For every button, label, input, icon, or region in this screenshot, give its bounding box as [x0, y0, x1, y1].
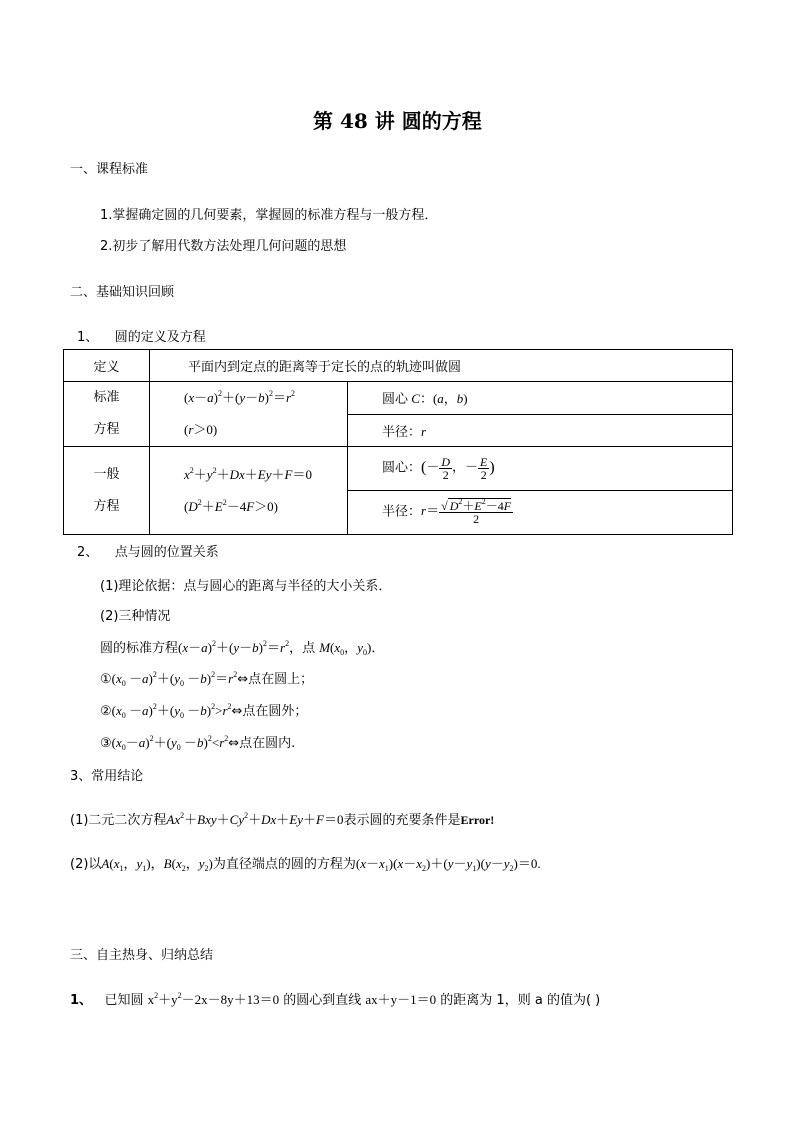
section-heading-2: 二、基础知识回顾 [70, 285, 175, 300]
section-heading-3: 三、自主热身、归纳总结 [70, 948, 214, 963]
standard-eq-and-point: 圆的标准方程$(x-a)^2+(y-b)^2=r^2$，点 $M(x_0$，$y_0$)． [100, 639, 385, 657]
definition-table [63, 349, 733, 535]
general-radius: 半径：r＝ $\frac{√ D^2+E^2-4F}{2}$ [348, 491, 733, 535]
standard-center: 圆心 C：(a，b) [348, 382, 733, 415]
conclusion-1: (1)二元二次方程$Ax^2+Bxy+Cy^2+Dx+Ey+F=0$表示圆的充要条件是Error! [70, 811, 495, 828]
definition-label: 定义 [64, 350, 150, 382]
case-on-circle: $①(x_0 -a)^2+(y_0$ $-b)^2=r^2\Leftrightarrow$点在圆上； [100, 670, 314, 688]
standard-equation-label: 标准 方程 [64, 382, 150, 447]
general-equation-label: 一般 方程 [64, 447, 150, 535]
standard-equation-formula: $(x-a)^2+(y-b)^2=r^2$ (r＞0) [150, 382, 348, 447]
standard-item-1: 1.掌握确定圆的几何要素，掌握圆的标准方程与一般方程． [100, 208, 438, 223]
standard-radius: 半径：r [348, 414, 733, 447]
section-heading-1: 一、课程标准 [70, 162, 149, 177]
definition-text: 平面内到定点的距离等于定长的点的轨迹叫做圆 [150, 350, 733, 382]
subheading-common-conclusions: 3、常用结论 [70, 769, 144, 784]
case-inside-circle: $③(x_0-a)^2+(y_0$ $-b)^2<r^2\Leftrightarrow$点在圆内. [100, 734, 296, 752]
general-equation-formula: $x^2+y^2+Dx+Ey+F=0$ $(D^2+E^2-4F>0)$ [150, 447, 348, 535]
question-1-number: 1、 [70, 993, 93, 1008]
conclusion-2: (2)以$A(x_1$，$y_1$)，$B(x_2$，$y_2$)为直径端点的圆的方程为$(x-x_1)(x-x_2)+(y-y_1)(y-y_2)=0$. [70, 856, 541, 873]
general-center: 圆心：(－ $\frac{D}{2}$ ，－ $\frac{E}{2}$ ) [348, 447, 733, 491]
subheading-circle-definition: 1、 圆的定义及方程 [77, 330, 206, 345]
theory-basis: (1)理论依据：点与圆心的距离与半径的大小关系． [100, 579, 392, 594]
question-1: 1、 已知圆 $x^2+y^2-2x-8y+13=0$ 的圆心到直线 ax＋y－1＝0 的距离为 1，则 a 的值为( ) [70, 991, 601, 1008]
page-title: 第 48 讲 圆的方程 [313, 109, 482, 133]
standard-item-2: 2.初步了解用代数方法处理几何问题的思想 [100, 239, 347, 254]
three-cases: (2)三种情况 [100, 609, 171, 624]
case-outside-circle: $②(x_0 -a)^2+(y_0$ $-b)^2>r^2\Leftrightarrow$点在圆外； [100, 702, 308, 720]
subheading-point-circle-position: 2、 点与圆的位置关系 [77, 545, 219, 560]
